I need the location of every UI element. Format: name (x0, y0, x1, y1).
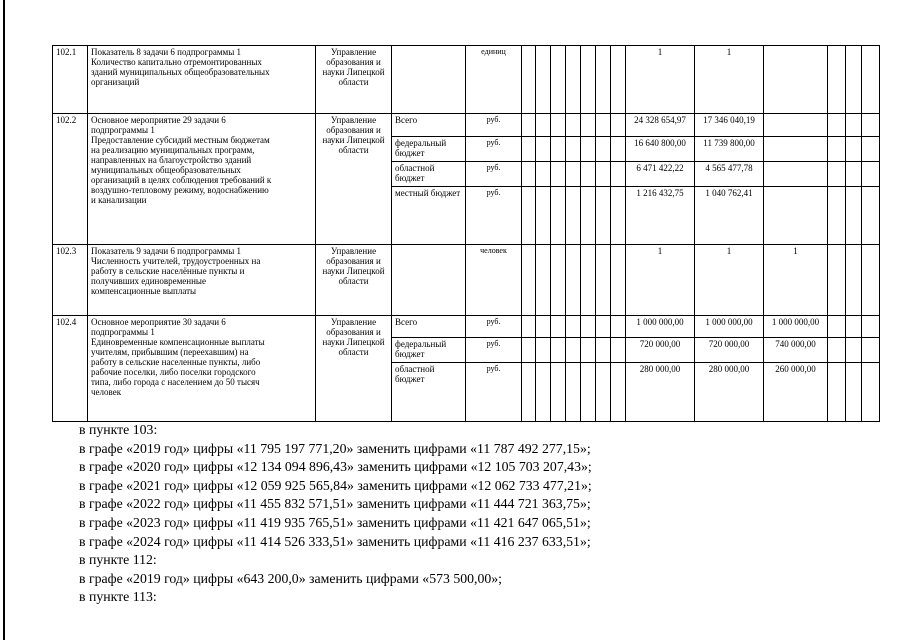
unit-cell: руб. (466, 316, 522, 338)
empty-cell (611, 46, 626, 114)
empty-cell (581, 162, 596, 187)
empty-cell (551, 162, 566, 187)
empty-cell (581, 187, 596, 245)
value-cell (764, 162, 828, 187)
empty-cell (611, 316, 626, 338)
description-line: типа, либо города с населением до 50 тысяч (91, 377, 260, 387)
empty-cell (566, 245, 581, 316)
paragraph-item-2020: в графе «2020 год» цифры «12 134 094 896,43» заменить цифрами «12 105 703 207,43»; (79, 459, 592, 475)
empty-cell (596, 114, 611, 137)
row-description (88, 316, 316, 422)
empty-cell (581, 316, 596, 338)
empty-cell (566, 363, 581, 422)
value-cell: 1 (626, 46, 695, 114)
value-cell: 280 000,00 (695, 363, 764, 422)
empty-cell (828, 245, 846, 316)
empty-cell (536, 338, 551, 363)
empty-cell (551, 363, 566, 422)
value-cell: 4 565 477,78 (695, 162, 764, 187)
empty-cell (522, 46, 536, 114)
description-line: Показатель 8 задачи 6 подпрограммы 1 (91, 47, 242, 57)
description-line: человек (91, 387, 122, 397)
empty-cell (536, 316, 551, 338)
empty-cell (566, 114, 581, 137)
empty-cell (551, 187, 566, 245)
unit-cell: человек (466, 245, 522, 316)
value-cell: 1 (626, 245, 695, 316)
program-table (52, 45, 880, 422)
description-line: подпрограммы 1 (91, 125, 155, 135)
paragraph-item-103: в пункте 103: (79, 422, 158, 437)
description-line: и канализации (91, 195, 147, 205)
paragraph-item-113: в пункте 113: (79, 589, 157, 605)
description-line: компенсационные выплаты (91, 286, 197, 296)
description-line: Количество капитально отремонтированных (91, 57, 262, 67)
table-row (53, 245, 880, 316)
empty-cell (551, 46, 566, 114)
description-line: воздушно-тепловому режиму, водоснабжению (91, 185, 269, 195)
description-line: организаций в целях соблюдения требований к (91, 175, 272, 185)
value-cell: 720 000,00 (626, 338, 695, 363)
row-description (88, 114, 316, 245)
description-line: Основное мероприятие 29 задачи 6 (91, 115, 226, 125)
paragraph-item-2021: в графе «2021 год» цифры «12 059 925 565,84» заменить цифрами «12 062 733 477,21»; (79, 477, 592, 493)
description-line: Основное мероприятие 30 задачи 6 (91, 317, 226, 327)
value-cell: 260 000,00 (764, 363, 828, 422)
empty-cell (828, 316, 846, 338)
description-line: зданий муниципальных общеобразовательных (91, 67, 270, 77)
empty-cell (846, 162, 862, 187)
empty-cell (522, 137, 536, 162)
description-line: подпрограммы 1 (91, 327, 155, 337)
empty-cell (566, 338, 581, 363)
value-cell: 1 000 000,00 (764, 316, 828, 338)
empty-cell (611, 187, 626, 245)
empty-cell (596, 162, 611, 187)
empty-cell (536, 245, 551, 316)
amendment-text (79, 421, 592, 607)
empty-cell (566, 187, 581, 245)
row-number: 102.2 (53, 114, 88, 245)
description-line: на реализацию муниципальных программ, (91, 145, 255, 155)
empty-cell (551, 114, 566, 137)
empty-cell (862, 316, 880, 338)
empty-cell (828, 46, 846, 114)
funding-source: областной бюджет (392, 363, 466, 422)
empty-cell (522, 162, 536, 187)
paragraph-item-2019: в графе «2019 год» цифры «11 795 197 771,20» заменить цифрами «11 787 492 277,15»; (79, 440, 591, 456)
funding-source: федеральный бюджет (392, 338, 466, 363)
value-cell (764, 114, 828, 137)
row-number: 102.3 (53, 245, 88, 316)
empty-cell (536, 187, 551, 245)
empty-cell (611, 162, 626, 187)
empty-cell (566, 137, 581, 162)
empty-cell (596, 46, 611, 114)
row-number: 102.4 (53, 316, 88, 422)
empty-cell (581, 46, 596, 114)
empty-cell (596, 245, 611, 316)
funding-source: Всего (392, 316, 466, 338)
row-number: 102.1 (53, 46, 88, 114)
empty-cell (846, 316, 862, 338)
value-cell: 1 000 000,00 (695, 316, 764, 338)
empty-cell (611, 338, 626, 363)
empty-cell (522, 114, 536, 137)
description-line: Показатель 9 задачи 6 подпрограммы 1 (91, 246, 242, 256)
value-cell: 1 000 000,00 (626, 316, 695, 338)
empty-cell (862, 338, 880, 363)
value-cell: 6 471 422,22 (626, 162, 695, 187)
empty-cell (846, 245, 862, 316)
paragraph-item-2023: в графе «2023 год» цифры «11 419 935 765,51» заменить цифрами «11 421 647 065,51»; (79, 514, 591, 530)
unit-cell: руб. (466, 137, 522, 162)
empty-cell (566, 316, 581, 338)
empty-cell (611, 363, 626, 422)
description-line: Единовременные компенсационные выплаты (91, 337, 265, 347)
empty-cell (846, 46, 862, 114)
empty-cell (566, 162, 581, 187)
empty-cell (828, 137, 846, 162)
paragraph-item-112-2019: в графе «2019 год» цифры «643 200,0» заменить цифрами «573 500,00»; (79, 570, 503, 586)
unit-cell: единиц (466, 46, 522, 114)
empty-cell (828, 363, 846, 422)
funding-source (392, 245, 466, 316)
description-line: муниципальных общеобразовательных (91, 165, 241, 175)
value-cell: 740 000,00 (764, 338, 828, 363)
value-cell: 16 640 800,00 (626, 137, 695, 162)
empty-cell (828, 162, 846, 187)
empty-cell (828, 114, 846, 137)
empty-cell (596, 137, 611, 162)
empty-cell (536, 137, 551, 162)
empty-cell (596, 187, 611, 245)
value-cell: 1 (695, 245, 764, 316)
description-line: работу в сельские населенные пункты, либо (91, 357, 261, 367)
value-cell: 1 216 432,75 (626, 187, 695, 245)
description-line: направленных на благоустройство зданий (91, 155, 252, 165)
row-executor: Управление образования и науки Липецкой области (316, 114, 392, 245)
description-line: работу в сельские населённые пункты и (91, 266, 245, 276)
empty-cell (536, 162, 551, 187)
empty-cell (522, 316, 536, 338)
empty-cell (596, 363, 611, 422)
funding-source: местный бюджет (392, 187, 466, 245)
funding-source: Всего (392, 114, 466, 137)
empty-cell (551, 338, 566, 363)
empty-cell (551, 137, 566, 162)
value-cell: 280 000,00 (626, 363, 695, 422)
unit-cell: руб. (466, 363, 522, 422)
unit-cell: руб. (466, 187, 522, 245)
paragraph-item-112: в пункте 112: (79, 552, 157, 568)
funding-source: федеральный бюджет (392, 137, 466, 162)
empty-cell (581, 245, 596, 316)
empty-cell (862, 114, 880, 137)
empty-cell (862, 162, 880, 187)
empty-cell (846, 137, 862, 162)
value-cell: 1 040 762,41 (695, 187, 764, 245)
empty-cell (522, 338, 536, 363)
description-line: организаций (91, 77, 140, 87)
paragraph-item-2022: в графе «2022 год» цифры «11 455 832 571,51» заменить цифрами «11 444 721 363,75»; (79, 496, 591, 512)
value-cell: 1 (764, 245, 828, 316)
empty-cell (536, 46, 551, 114)
description-line: получивших единовременные (91, 276, 206, 286)
row-description (88, 245, 316, 316)
unit-cell: руб. (466, 114, 522, 137)
value-cell (764, 137, 828, 162)
empty-cell (536, 363, 551, 422)
row-executor: Управление образования и науки Липецкой области (316, 245, 392, 316)
empty-cell (551, 316, 566, 338)
funding-source (392, 46, 466, 114)
value-cell: 11 739 800,00 (695, 137, 764, 162)
empty-cell (596, 338, 611, 363)
unit-cell: руб. (466, 162, 522, 187)
empty-cell (581, 363, 596, 422)
empty-cell (862, 137, 880, 162)
empty-cell (611, 114, 626, 137)
empty-cell (846, 114, 862, 137)
empty-cell (551, 245, 566, 316)
empty-cell (522, 187, 536, 245)
description-line: Предоставление субсидий местным бюджетам (91, 135, 270, 145)
description-line: рабочие поселки, либо поселки городского (91, 367, 256, 377)
empty-cell (846, 363, 862, 422)
empty-cell (596, 316, 611, 338)
empty-cell (846, 338, 862, 363)
table-row (53, 316, 880, 338)
empty-cell (522, 245, 536, 316)
value-cell (764, 187, 828, 245)
row-description (88, 46, 316, 114)
empty-cell (581, 137, 596, 162)
table-row (53, 46, 880, 114)
empty-cell (862, 46, 880, 114)
value-cell: 17 346 040,19 (695, 114, 764, 137)
unit-cell: руб. (466, 338, 522, 363)
description-line: учителям, прибывшим (переехавшим) на (91, 347, 249, 357)
table-row (53, 114, 880, 137)
empty-cell (581, 114, 596, 137)
row-executor: Управление образования и науки Липецкой области (316, 46, 392, 114)
funding-source: областной бюджет (392, 162, 466, 187)
value-cell: 1 (695, 46, 764, 114)
description-line: Численность учителей, трудоустроенных на (91, 256, 261, 266)
empty-cell (611, 137, 626, 162)
page-edge-line (3, 0, 5, 640)
empty-cell (862, 245, 880, 316)
paragraph-item-2024: в графе «2024 год» цифры «11 414 526 333,51» заменить цифрами «11 416 237 633,51»; (79, 533, 591, 549)
empty-cell (536, 114, 551, 137)
value-cell (764, 46, 828, 114)
empty-cell (828, 338, 846, 363)
row-executor: Управление образования и науки Липецкой области (316, 316, 392, 422)
value-cell: 720 000,00 (695, 338, 764, 363)
value-cell: 24 328 654,97 (626, 114, 695, 137)
empty-cell (522, 363, 536, 422)
empty-cell (862, 363, 880, 422)
empty-cell (862, 187, 880, 245)
empty-cell (581, 338, 596, 363)
empty-cell (828, 187, 846, 245)
empty-cell (846, 187, 862, 245)
empty-cell (611, 245, 626, 316)
empty-cell (566, 46, 581, 114)
